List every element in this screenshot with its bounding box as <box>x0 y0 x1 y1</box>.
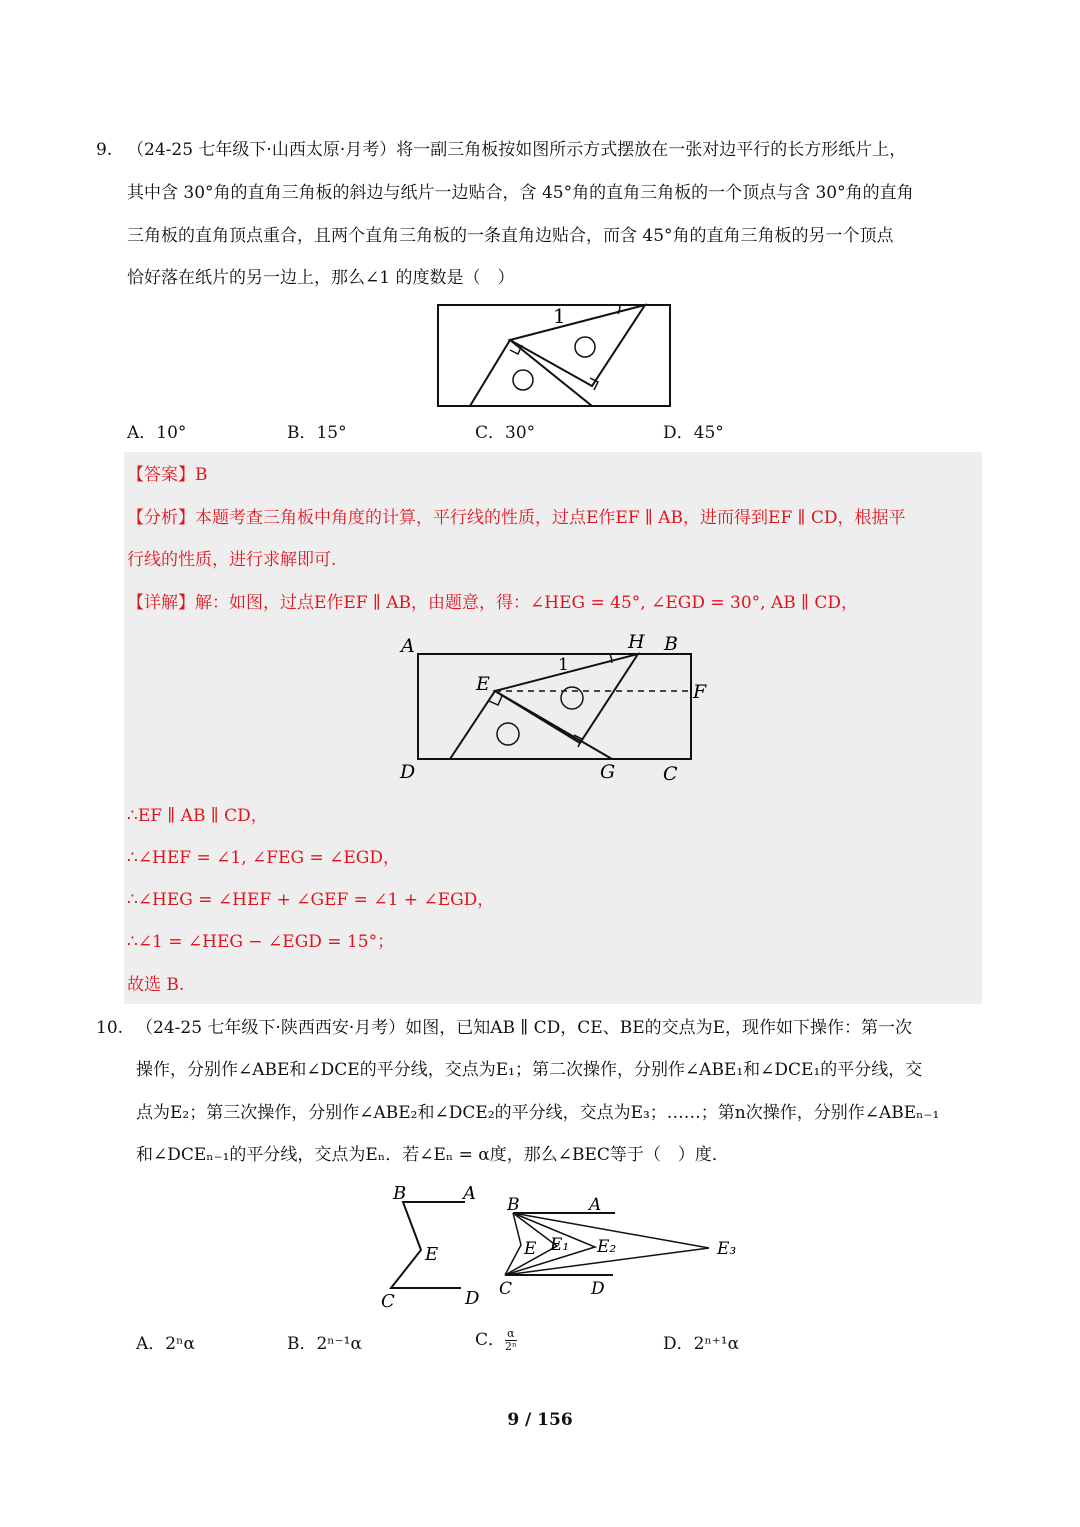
q9-figure <box>430 298 680 410</box>
angle-1-label: 1 <box>553 304 566 328</box>
q9-step-4: ∴∠1 = ∠HEG − ∠EGD = 15°； <box>127 932 395 952</box>
q10-stem-line-3: 点为E₂；第三次操作，分别作∠ABE₂和∠DCE₂的平分线，交点为E₃；……；第n次操作，分别作∠ABEₙ₋₁ <box>136 1103 940 1123</box>
q10-figure-left <box>375 1180 495 1310</box>
q9-analysis-line-1: 【分析】本题考查三角板中角度的计算，平行线的性质，过点E作EF ∥ AB，进而得到EF ∥ CD，根据平 <box>127 508 906 528</box>
q9-stem-line-4: 恰好落在纸片的另一边上，那么∠1 的度数是（ ） <box>127 268 515 288</box>
q10-figure-right <box>495 1190 745 1300</box>
q9-stem-line-1: （24-25 七年级下·山西太原·月考）将一副三角板按如图所示方式摆放在一张对边平行的长方形纸片上， <box>127 140 907 160</box>
svg-text:E: E <box>476 673 490 695</box>
q9-number: 9. <box>96 140 113 160</box>
q9-solution-figure <box>390 628 720 788</box>
svg-text:E₃: E₃ <box>717 1239 737 1259</box>
svg-text:E: E <box>425 1244 439 1265</box>
svg-text:B: B <box>507 1195 520 1215</box>
q9-step-1: ∴EF ∥ AB ∥ CD， <box>127 806 268 826</box>
svg-text:E₂: E₂ <box>597 1237 617 1257</box>
q9-option-a[interactable]: A．10° <box>127 423 187 443</box>
svg-text:A: A <box>589 1195 602 1215</box>
q9-detail: 【详解】解：如图，过点E作EF ∥ AB，由题意，得：∠HEG = 45°, ∠EGD = 30°, AB ∥ CD， <box>127 593 859 613</box>
q9-option-b[interactable]: B．15° <box>287 423 347 443</box>
svg-text:D: D <box>591 1279 605 1299</box>
svg-text:E: E <box>524 1239 537 1259</box>
svg-text:C: C <box>663 763 678 785</box>
svg-text:A: A <box>463 1183 476 1204</box>
q9-step-2: ∴∠HEF = ∠1, ∠FEG = ∠EGD， <box>127 848 400 868</box>
fraction-alpha-over-2n: $\frac{\alpha}{\text{2ⁿ}}$ <box>505 1327 517 1353</box>
q10-number: 10. <box>96 1018 124 1038</box>
q10-option-a[interactable]: A．2ⁿα <box>136 1334 195 1354</box>
svg-text:B: B <box>393 1183 407 1204</box>
svg-text:D: D <box>465 1288 480 1309</box>
q9-option-c[interactable]: C．30° <box>475 423 536 443</box>
q10-option-d[interactable]: D．2ⁿ⁺¹α <box>663 1334 740 1354</box>
svg-text:B: B <box>664 633 678 655</box>
svg-text:C: C <box>381 1291 395 1310</box>
svg-text:C: C <box>499 1279 513 1299</box>
svg-text:F: F <box>693 681 707 703</box>
q10-stem-line-2: 操作，分别作∠ABE和∠DCE的平分线，交点为E₁；第二次操作，分别作∠ABE₁和∠DCE₁的平分线，交 <box>136 1060 923 1080</box>
page-number: 9 / 156 <box>507 1410 573 1430</box>
q9-analysis-line-2: 行线的性质，进行求解即可. <box>127 550 337 570</box>
q9-stem-line-2: 其中含 30°角的直角三角板的斜边与纸片一边贴合，含 45°角的直角三角板的一个顶点与含 30°角的直角 <box>127 183 914 203</box>
svg-text:G: G <box>600 761 616 783</box>
q9-step-3: ∴∠HEG = ∠HEF + ∠GEF = ∠1 + ∠EGD， <box>127 890 495 910</box>
svg-text:1: 1 <box>558 655 569 675</box>
q10-option-c[interactable]: C． $\frac{\alpha}{\text{2ⁿ}}$ <box>475 1327 517 1353</box>
q9-stem-line-3: 三角板的直角顶点重合，且两个直角三角板的一条直角边贴合，而含 45°角的直角三角板的另一个顶点 <box>127 226 894 246</box>
q9-answer: 【答案】B <box>127 465 208 485</box>
q10-stem-line-4: 和∠DCEₙ₋₁的平分线，交点为Eₙ．若∠Eₙ = α度，那么∠BEC等于（ ）度． <box>136 1145 729 1165</box>
svg-text:D: D <box>400 761 416 783</box>
svg-text:A: A <box>401 635 415 657</box>
q9-conclusion: 故选 B. <box>127 975 185 995</box>
svg-text:H: H <box>628 631 645 653</box>
svg-text:E₁: E₁ <box>550 1235 570 1255</box>
q10-option-b[interactable]: B．2ⁿ⁻¹α <box>287 1334 362 1354</box>
q10-stem-line-1: （24-25 七年级下·陕西西安·月考）如图，已知AB ∥ CD，CE、BE的交点为E，现作如下操作：第一次 <box>136 1018 913 1038</box>
q9-option-d[interactable]: D．45° <box>663 423 724 443</box>
